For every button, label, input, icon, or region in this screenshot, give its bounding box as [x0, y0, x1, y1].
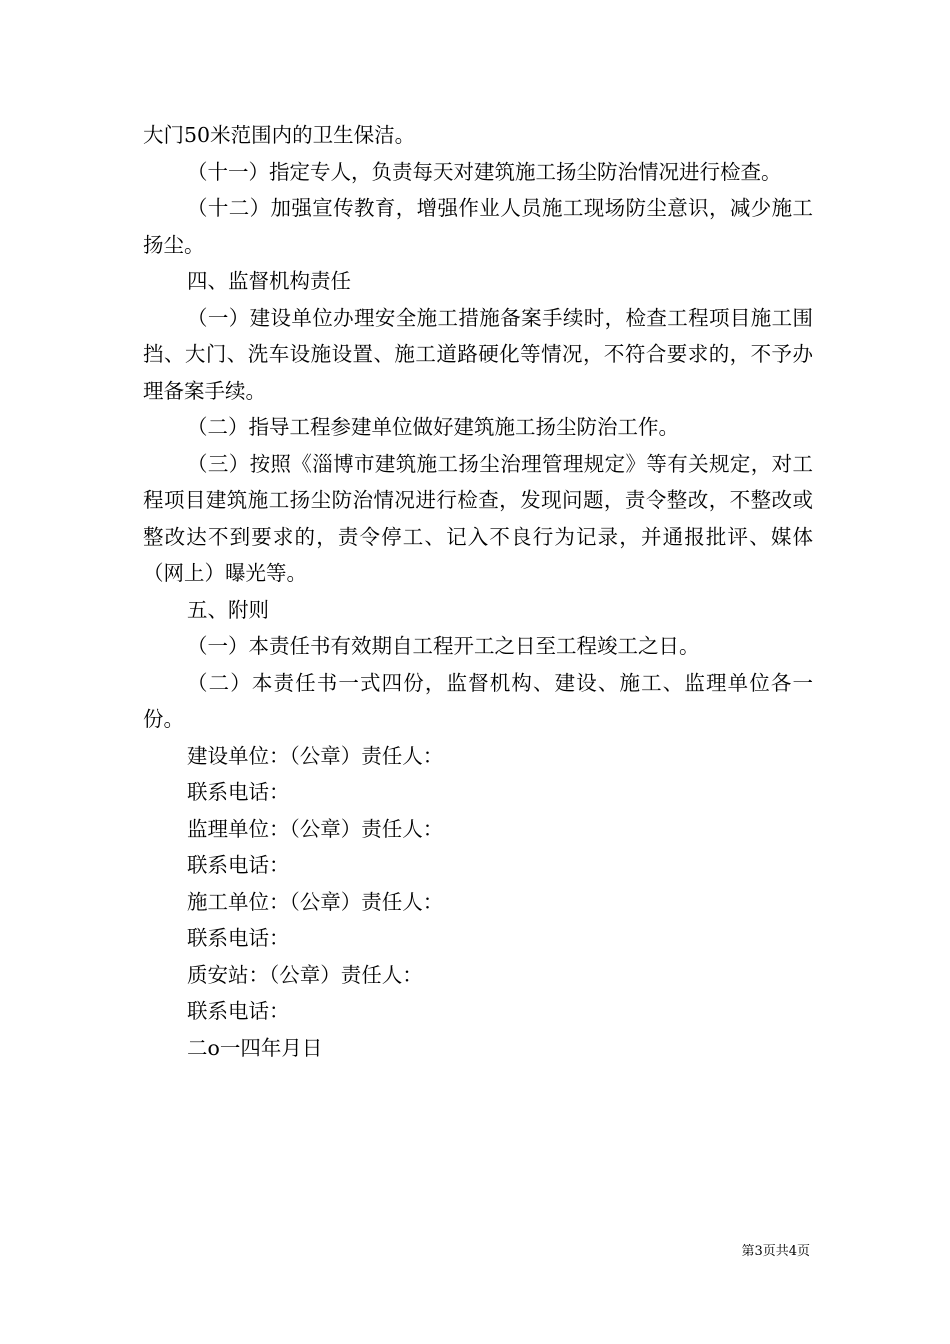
phone-line-builder-unit: 联系电话： [187, 926, 290, 950]
phone-line-supervision-unit: 联系电话： [187, 853, 290, 877]
section-heading-supervision: 四、监督机构责任 [187, 269, 351, 293]
paragraph-supervision-1: （一）建设单位办理安全施工措施备案手续时，检查工程项目施工围挡、大门、洗车设施设置、施工道路硬化等情况，不符合要求的，不予办理备案手续。 [143, 305, 813, 403]
paragraph-appendix-2: （二）本责任书一式四份，监督机构、建设、施工、监理单位各一份。 [143, 670, 813, 731]
signature-line-supervision-unit: 监理单位：（公章）责任人： [187, 816, 444, 841]
document-body [143, 117, 813, 1066]
signature-line-construction-unit: 建设单位：（公章）责任人： [187, 743, 444, 768]
phone-line-construction-unit: 联系电话： [187, 780, 290, 804]
paragraph-item-12: （十二）加强宣传教育，增强作业人员施工现场防尘意识，减少施工扬尘。 [143, 196, 813, 257]
paragraph-continuation: 大门50米范围内的卫生保洁。 [143, 123, 416, 147]
paragraph-supervision-2: （二）指导工程参建单位做好建筑施工扬尘防治工作。 [187, 415, 679, 439]
date-line: 二o一四年月日 [187, 1035, 323, 1060]
paragraph-item-11: （十一）指定专人，负责每天对建筑施工扬尘防治情况进行检查。 [187, 159, 782, 184]
paragraph-supervision-3: （三）按照《淄博市建筑施工扬尘治理管理规定》等有关规定，对工程项目建筑施工扬尘防治情况进行检查，发现问题，责令整改，不整改或整改达不到要求的，责令停工、记入不良行为记录，并通报批评、媒体（网上）曝光等。 [143, 451, 813, 585]
section-heading-appendix: 五、附则 [187, 597, 269, 622]
signature-line-builder-unit: 施工单位：（公章）责任人： [187, 889, 444, 914]
page-number: 第3页共4页 [741, 1244, 810, 1259]
paragraph-appendix-1: （一）本责任书有效期自工程开工之日至工程竣工之日。 [187, 634, 700, 658]
signature-line-safety-station: 质安站：（公章）责任人： [187, 962, 423, 987]
phone-line-safety-station: 联系电话： [187, 999, 290, 1023]
